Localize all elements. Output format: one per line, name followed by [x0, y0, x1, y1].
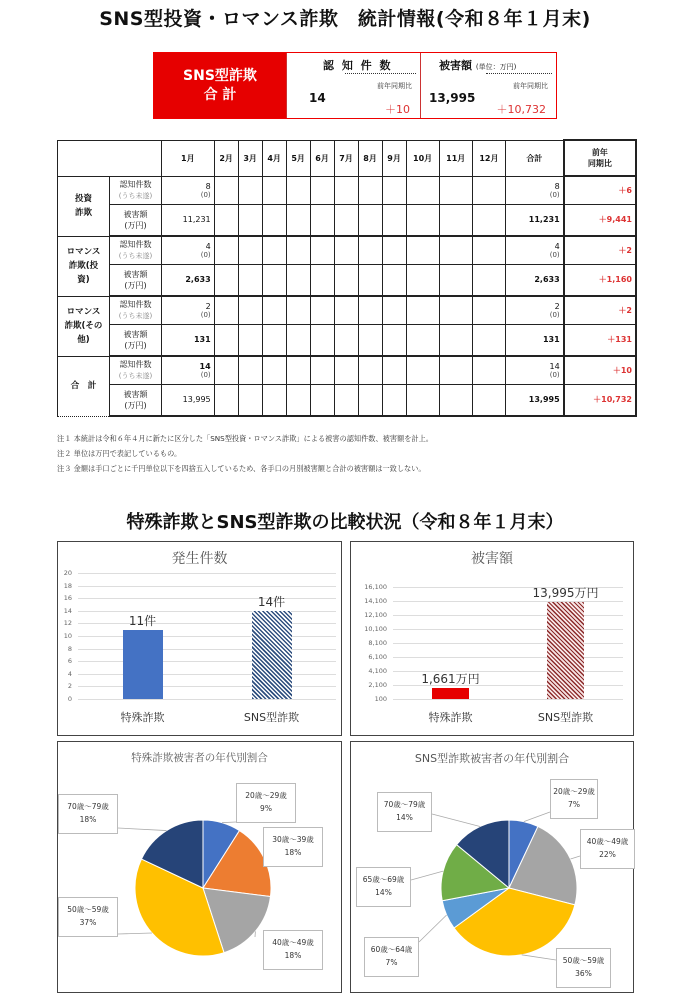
- yoy-count: ＋6: [564, 176, 636, 204]
- empty-month-cell: [214, 296, 238, 324]
- damage-yoy-label: 前年同期比: [513, 82, 548, 90]
- header-month: 4月: [262, 140, 286, 176]
- y-tick-label: 2: [67, 682, 72, 691]
- empty-month-cell: [358, 356, 382, 384]
- yoy-count: ＋2: [564, 236, 636, 264]
- count-label: [110, 356, 162, 384]
- empty-month-cell: [310, 324, 334, 356]
- note-2: 注２ 単位は万円で表記しているもの。: [57, 449, 182, 458]
- empty-month-cell: [310, 236, 334, 264]
- empty-month-cell: [286, 296, 310, 324]
- notes: [57, 431, 433, 476]
- empty-month-cell: [334, 296, 358, 324]
- gridline: [393, 601, 623, 602]
- category-label-line: 資): [77, 275, 90, 285]
- empty-month-cell: [310, 296, 334, 324]
- y-tick-label: 12,100: [364, 611, 387, 619]
- empty-month-cell: [334, 356, 358, 384]
- empty-month-cell: [382, 264, 406, 296]
- header-month: 2月: [214, 140, 238, 176]
- empty-month-cell: [439, 296, 472, 324]
- empty-month-cell: [286, 384, 310, 416]
- empty-month-cell: [334, 204, 358, 236]
- gridline: [393, 629, 623, 630]
- table-row-count: [58, 176, 637, 204]
- empty-month-cell: [406, 356, 439, 384]
- count-label: [110, 296, 162, 324]
- attempt-label-text: (うち未遂): [118, 251, 153, 260]
- y-tick-label: 12: [63, 619, 72, 628]
- divider: [486, 73, 552, 74]
- total-damage: 13,995: [505, 384, 563, 416]
- category-label-line: 詐欺(その: [64, 321, 103, 331]
- empty-month-cell: [406, 204, 439, 236]
- empty-month-cell: [358, 236, 382, 264]
- y-tick-label: 10,100: [364, 625, 387, 633]
- empty-month-cell: [358, 384, 382, 416]
- y-tick-label: 18: [63, 581, 72, 590]
- gridline: [393, 657, 623, 658]
- y-tick-label: 0: [67, 695, 72, 703]
- total-attempt-value: (0): [549, 190, 560, 199]
- empty-month-cell: [310, 204, 334, 236]
- jan-count: [162, 356, 215, 384]
- yoy-count: ＋2: [564, 296, 636, 324]
- header-month: 12月: [472, 140, 505, 176]
- stats-table: [57, 139, 637, 417]
- pie-callout: 20歳～29歳 9%: [236, 783, 296, 823]
- leader-line: [522, 955, 556, 960]
- table-row-damage: [58, 324, 637, 356]
- note-3: 注３ 金額は手口ごとに千円単位以下を四捨五入しているため、各手口の月別被害額と合計の被害額は一致しない。: [57, 464, 426, 473]
- page-title: SNS型投資・ロマンス詐欺 統計情報(令和８年１月末): [99, 8, 591, 30]
- empty-month-cell: [472, 236, 505, 264]
- category-label: SNS型詐欺: [243, 711, 300, 724]
- count-label-text: 認知件数: [119, 239, 152, 249]
- jan-attempt-value: (0): [200, 370, 211, 379]
- pie-callout: 20歳～29歳 7%: [550, 779, 598, 819]
- empty-month-cell: [358, 324, 382, 356]
- pie-callout: 70歳～79歳 14%: [377, 792, 432, 832]
- chart-damage-title: 被害額: [471, 551, 513, 567]
- empty-month-cell: [214, 176, 238, 204]
- jan-attempt-value: (0): [200, 190, 211, 199]
- comparison-title: 特殊詐欺とSNS型詐欺の比較状況（令和８年１月末）: [126, 512, 564, 533]
- chart-count-panel: [57, 541, 342, 736]
- header-blank: [58, 140, 162, 176]
- header-month: 9月: [382, 140, 406, 176]
- empty-month-cell: [358, 296, 382, 324]
- damage-label-text: 被害額: [123, 389, 148, 399]
- y-tick-label: 2,100: [368, 681, 387, 689]
- empty-month-cell: [262, 324, 286, 356]
- empty-month-cell: [310, 384, 334, 416]
- empty-month-cell: [472, 264, 505, 296]
- y-tick-label: 14: [63, 606, 72, 615]
- data-label: 13,995万円: [532, 585, 599, 600]
- jan-count-value: 14: [199, 361, 211, 371]
- jan-count-value: 2: [205, 301, 211, 311]
- bar-1: [547, 602, 584, 699]
- chart-damage-panel: [350, 541, 634, 736]
- gridline: [78, 661, 336, 662]
- damage-label: [110, 384, 162, 416]
- header-month: 6月: [310, 140, 334, 176]
- y-tick-label: 6,100: [368, 653, 387, 661]
- gridline: [78, 686, 336, 687]
- empty-month-cell: [238, 296, 262, 324]
- empty-month-cell: [439, 384, 472, 416]
- empty-month-cell: [382, 384, 406, 416]
- empty-month-cell: [310, 176, 334, 204]
- y-tick-label: 16,100: [364, 583, 387, 591]
- pie-callout: 30歳～39歳 18%: [263, 827, 323, 867]
- empty-month-cell: [406, 296, 439, 324]
- yoy-count: ＋10: [564, 356, 636, 384]
- empty-month-cell: [334, 264, 358, 296]
- leader-line: [411, 871, 443, 880]
- empty-month-cell: [334, 176, 358, 204]
- empty-month-cell: [439, 204, 472, 236]
- empty-month-cell: [238, 204, 262, 236]
- empty-month-cell: [472, 356, 505, 384]
- gridline: [393, 699, 623, 700]
- empty-month-cell: [472, 384, 505, 416]
- pie-callout: 50歳～59歳 36%: [556, 948, 611, 988]
- category-label-line: 投資: [74, 194, 92, 204]
- leader-line: [419, 915, 447, 942]
- empty-month-cell: [214, 356, 238, 384]
- header-yoy: [564, 140, 636, 176]
- total-attempt-value: (0): [549, 250, 560, 259]
- empty-month-cell: [262, 236, 286, 264]
- empty-month-cell: [286, 324, 310, 356]
- total-damage: 2,633: [505, 264, 563, 296]
- empty-month-cell: [262, 356, 286, 384]
- y-tick-label: 10: [63, 632, 72, 640]
- empty-month-cell: [214, 236, 238, 264]
- jan-damage: 2,633: [162, 264, 215, 296]
- empty-month-cell: [238, 356, 262, 384]
- total-count-value: 8: [554, 181, 560, 191]
- leader-line: [222, 822, 236, 823]
- table-row-count: [58, 236, 637, 264]
- empty-month-cell: [439, 356, 472, 384]
- category-label-line: 詐欺: [74, 208, 92, 218]
- total-count-value: 4: [554, 241, 560, 251]
- damage-label: [110, 324, 162, 356]
- category-label: [58, 236, 110, 296]
- empty-month-cell: [286, 264, 310, 296]
- empty-month-cell: [472, 176, 505, 204]
- count-label-text: 認知件数: [119, 299, 152, 309]
- gridline: [393, 643, 623, 644]
- category-label: 特殊詐欺: [428, 711, 473, 724]
- gridline: [78, 674, 336, 675]
- attempt-label-text: (うち未遂): [118, 371, 153, 380]
- jan-count-value: 4: [205, 241, 211, 251]
- total-count-value: 14: [549, 361, 560, 371]
- header-month: 1月: [162, 140, 215, 176]
- y-tick-label: 14,100: [364, 597, 387, 605]
- gridline: [78, 636, 336, 637]
- data-label: 1,661万円: [421, 672, 480, 687]
- header-total: 合計: [505, 140, 563, 176]
- summary-damage-cell: [420, 53, 556, 118]
- chart-pie-sns-panel: [350, 741, 634, 993]
- empty-month-cell: [382, 296, 406, 324]
- damage-unit: (単位：万円): [475, 63, 517, 71]
- total-attempt-value: (0): [549, 310, 560, 319]
- empty-month-cell: [214, 264, 238, 296]
- count-label-text: 認知件数: [119, 179, 152, 189]
- cases-heading: 認 知 件 数: [323, 59, 393, 72]
- empty-month-cell: [358, 176, 382, 204]
- y-tick-label: 16: [63, 594, 72, 603]
- total-count: [505, 296, 563, 324]
- empty-month-cell: [406, 384, 439, 416]
- empty-month-cell: [382, 324, 406, 356]
- empty-month-cell: [238, 384, 262, 416]
- jan-damage: 11,231: [162, 204, 215, 236]
- damage-label-text: 被害額: [123, 269, 148, 279]
- jan-attempt-value: (0): [200, 310, 211, 319]
- header-month: 8月: [358, 140, 382, 176]
- empty-month-cell: [439, 236, 472, 264]
- y-tick-label: 8,100: [368, 639, 387, 647]
- category-label-line: 詐欺(投: [68, 261, 99, 271]
- y-tick-label: 100: [374, 695, 387, 703]
- category-label: [58, 356, 110, 416]
- empty-month-cell: [472, 296, 505, 324]
- total-count: [505, 176, 563, 204]
- empty-month-cell: [262, 384, 286, 416]
- empty-month-cell: [214, 384, 238, 416]
- total-attempt-value: (0): [549, 370, 560, 379]
- yoy-damage: ＋1,160: [564, 264, 636, 296]
- empty-month-cell: [286, 176, 310, 204]
- pie-callout: 40歳～49歳 22%: [580, 829, 635, 869]
- empty-month-cell: [262, 264, 286, 296]
- chart-pie-special-title: 特殊詐欺被害者の年代別割合: [131, 752, 268, 764]
- y-tick-label: 8: [67, 644, 72, 653]
- header-yoy-line2: 同期比: [587, 159, 612, 168]
- header-yoy-line1: 前年: [591, 148, 608, 157]
- damage-unit-text: (万円): [124, 220, 147, 230]
- empty-month-cell: [382, 236, 406, 264]
- damage-value: 13,995: [429, 91, 476, 105]
- empty-month-cell: [439, 324, 472, 356]
- count-label-text: 認知件数: [119, 359, 152, 369]
- pie-callout: 50歳～59歳 37%: [58, 897, 118, 937]
- category-label-line: 合 計: [70, 381, 97, 391]
- table-row-damage: [58, 264, 637, 296]
- header-month: 11月: [439, 140, 472, 176]
- cases-yoy-value: ＋10: [385, 103, 410, 116]
- pie-callout: 65歳～69歳 14%: [356, 867, 411, 907]
- gridline: [78, 586, 336, 587]
- summary-cases-cell: [286, 53, 420, 118]
- y-tick-label: 20: [63, 569, 72, 577]
- empty-month-cell: [439, 264, 472, 296]
- damage-unit-text: (万円): [124, 400, 147, 410]
- cases-yoy-label: 前年同期比: [377, 82, 412, 90]
- summary-label-line1: SNS型詐欺: [183, 67, 257, 84]
- empty-month-cell: [238, 236, 262, 264]
- empty-month-cell: [238, 324, 262, 356]
- category-label-line: ロマンス: [66, 307, 101, 317]
- category-label: SNS型詐欺: [537, 711, 594, 724]
- summary-box: [153, 52, 557, 119]
- category-label: [58, 176, 110, 236]
- jan-count: [162, 296, 215, 324]
- empty-month-cell: [406, 264, 439, 296]
- jan-attempt-value: (0): [200, 250, 211, 259]
- header-month: 10月: [406, 140, 439, 176]
- damage-yoy-value: ＋10,732: [496, 103, 546, 116]
- summary-label: [154, 53, 286, 118]
- pie-callout: 70歳～79歳 18%: [58, 794, 118, 834]
- chart-count-title: 発生件数: [171, 551, 228, 567]
- damage-unit-text: (万円): [124, 340, 147, 350]
- cases-value: 14: [309, 91, 326, 105]
- bar-0: [432, 688, 469, 699]
- gridline: [393, 615, 623, 616]
- empty-month-cell: [310, 264, 334, 296]
- damage-label: [110, 264, 162, 296]
- pie-callout: 60歳～64歳 7%: [364, 937, 419, 977]
- pie-callout: 40歳～49歳 18%: [263, 930, 323, 970]
- empty-month-cell: [262, 204, 286, 236]
- empty-month-cell: [472, 324, 505, 356]
- bar-1: [252, 611, 292, 699]
- total-damage: 131: [505, 324, 563, 356]
- jan-count-value: 8: [205, 181, 211, 191]
- leader-line: [432, 814, 480, 826]
- empty-month-cell: [334, 324, 358, 356]
- empty-month-cell: [406, 236, 439, 264]
- leader-line: [571, 856, 580, 859]
- divider: [345, 73, 416, 74]
- category-label: 特殊詐欺: [120, 711, 165, 724]
- damage-label-text: 被害額: [123, 329, 148, 339]
- empty-month-cell: [439, 176, 472, 204]
- empty-month-cell: [262, 176, 286, 204]
- category-label-line: ロマンス: [66, 247, 101, 257]
- table-row-damage: [58, 204, 637, 236]
- chart-pie-sns-title: SNS型詐欺被害者の年代別割合: [414, 752, 570, 765]
- leader-line: [118, 828, 167, 831]
- jan-count: [162, 176, 215, 204]
- empty-month-cell: [334, 236, 358, 264]
- total-count: [505, 236, 563, 264]
- empty-month-cell: [406, 324, 439, 356]
- empty-month-cell: [262, 296, 286, 324]
- leader-line: [524, 812, 550, 822]
- empty-month-cell: [238, 176, 262, 204]
- data-label: 14件: [257, 594, 286, 609]
- empty-month-cell: [286, 356, 310, 384]
- note-1: 注１ 本統計は令和６年４月に新たに区分した「SNS型投資・ロマンス詐欺」による被害の認知件数、被害額を計上。: [57, 434, 433, 443]
- header-month: 5月: [286, 140, 310, 176]
- empty-month-cell: [286, 204, 310, 236]
- gridline: [78, 699, 336, 700]
- header-month: 7月: [334, 140, 358, 176]
- summary-label-line2: 合 計: [203, 86, 237, 103]
- empty-month-cell: [382, 176, 406, 204]
- gridline: [78, 649, 336, 650]
- jan-damage: 13,995: [162, 384, 215, 416]
- category-label: [58, 296, 110, 356]
- empty-month-cell: [358, 264, 382, 296]
- y-tick-label: 6: [67, 657, 72, 666]
- total-count-value: 2: [554, 301, 560, 311]
- jan-count: [162, 236, 215, 264]
- empty-month-cell: [334, 384, 358, 416]
- table-header-row: [58, 140, 637, 176]
- empty-month-cell: [238, 264, 262, 296]
- empty-month-cell: [214, 204, 238, 236]
- leader-line: [118, 933, 152, 934]
- yoy-damage: ＋10,732: [564, 384, 636, 416]
- empty-month-cell: [286, 236, 310, 264]
- damage-heading: [439, 57, 516, 73]
- empty-month-cell: [406, 176, 439, 204]
- y-tick-label: 4,100: [368, 667, 387, 675]
- empty-month-cell: [358, 204, 382, 236]
- count-label: [110, 236, 162, 264]
- damage-label-text: 被害額: [123, 209, 148, 219]
- yoy-damage: ＋9,441: [564, 204, 636, 236]
- gridline: [78, 573, 336, 574]
- table-row-damage: [58, 384, 637, 416]
- yoy-damage: ＋131: [564, 324, 636, 356]
- empty-month-cell: [382, 356, 406, 384]
- empty-month-cell: [214, 324, 238, 356]
- bar-0: [123, 630, 163, 699]
- data-label: 11件: [128, 613, 157, 628]
- attempt-label-text: (うち未遂): [118, 191, 153, 200]
- table-row-count: [58, 356, 637, 384]
- empty-month-cell: [382, 204, 406, 236]
- y-tick-label: 4: [67, 669, 72, 678]
- damage-heading-text: 被害額: [439, 59, 472, 72]
- table-row-count: [58, 296, 637, 324]
- damage-unit-text: (万円): [124, 280, 147, 290]
- category-label-line: 他): [77, 335, 90, 345]
- empty-month-cell: [472, 204, 505, 236]
- attempt-label-text: (うち未遂): [118, 311, 153, 320]
- chart-pie-special-panel: [57, 741, 342, 993]
- header-month: 3月: [238, 140, 262, 176]
- empty-month-cell: [310, 356, 334, 384]
- total-count: [505, 356, 563, 384]
- damage-label: [110, 204, 162, 236]
- jan-damage: 131: [162, 324, 215, 356]
- total-damage: 11,231: [505, 204, 563, 236]
- count-label: [110, 176, 162, 204]
